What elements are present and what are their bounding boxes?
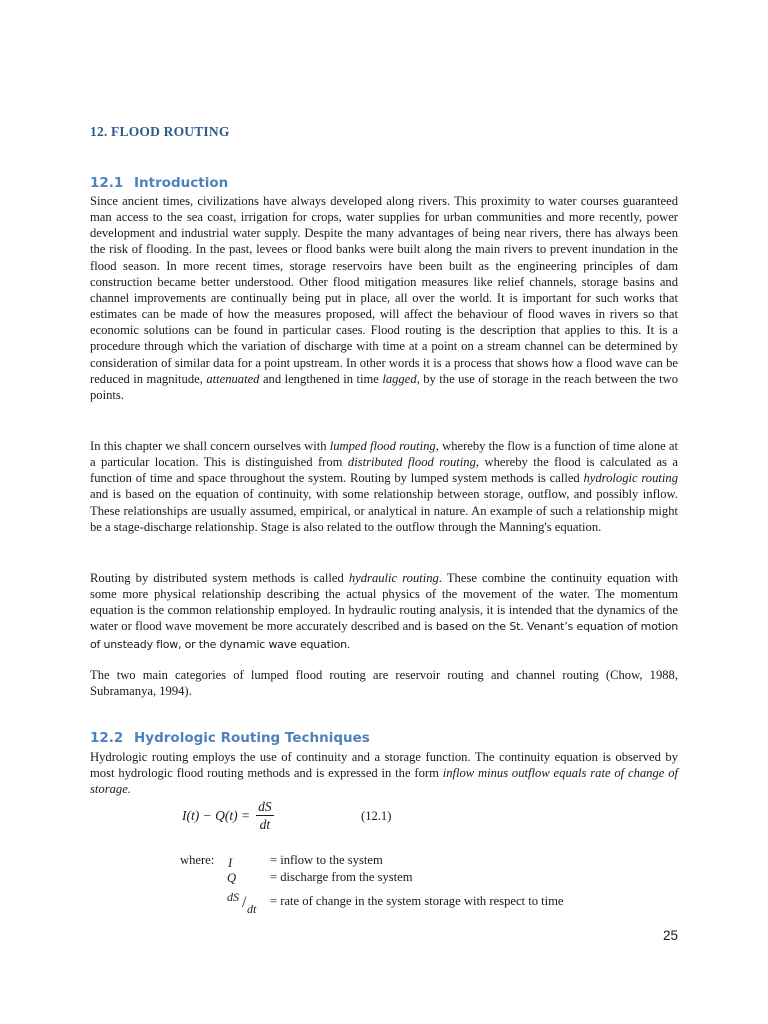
intro-paragraph-2: In this chapter we shall concern ourselves with lumped flood routing, whereby the flow is a function of time alone at a particular location. This is distinguished from distributed flood routing, whereby the flood is calculated as a function of time and space throughout the system. Routing by lumped system methods is called hydrologic routing and is based on the equation of continuity, with some relationship between storage, outflow, and possibly inflow. These relationships are usually assumed, empirical, or analytical in nature. An example of such a relationship might be a stage-discharge relationship. Stage is also related to the outflow through the Manning's equation. bbox=[90, 439, 679, 534]
equation-numerator: dS bbox=[258, 799, 272, 814]
equation-number: (12.1) bbox=[361, 809, 392, 823]
definition-inflow: = inflow to the system bbox=[270, 853, 383, 867]
page-number: 25 bbox=[662, 928, 678, 943]
intro-paragraph-4: The two main categories of lumped flood routing are reservoir routing and channel routing (Chow, 1988, Subramanya, 1994). bbox=[90, 668, 678, 699]
symbol-discharge: Q bbox=[227, 871, 237, 885]
section-number: 12.1 bbox=[90, 175, 124, 191]
chapter-title: 12. FLOOD ROUTING bbox=[90, 124, 230, 139]
definition-storage-rate: = rate of change in the system storage with respect to time bbox=[270, 894, 564, 908]
section-heading-hydrologic-routing bbox=[90, 730, 370, 746]
equation-lhs: I(t) − Q(t) = bbox=[182, 807, 251, 823]
intro-paragraph-1: Since ancient times, civilizations have always developed along rivers. This proximity to water courses guaranteed man access to the sea coast, irrigation for crops, water supplies for urban communities and more recently, power development and industrial water supply. Despite the many advantages of being near rivers, there has always been the risk of flooding. In the past, levees or flood banks were built along the main rivers to prevent inundation in the flood season. In more recent times, storage reservoirs have been built as the engineering principles of dam construction became better understood. Other flood mitigation measures like relief channels, storage basins and channel improvements are continually being put in place, all over the world. It is important for such works that estimates can be made of how the measures proposed, will affect the behaviour of flood waves in rivers so that economic solutions can be found in particular cases. Flood routing is the description that applies to this. It is a procedure through which the variation of discharge with time at a point on a stream channel can be determined by consideration of similar data for a point upstream. In other words it is a process that shows how a flood wave can be reduced in magnitude, attenuated and lengthened in time lagged, by the use of storage in the reach between the two points. bbox=[90, 194, 678, 402]
section-title: Introduction bbox=[134, 175, 229, 191]
equation-denominator: dt bbox=[259, 817, 271, 832]
equation-fraction bbox=[256, 798, 274, 833]
section-title: Hydrologic Routing Techniques bbox=[134, 730, 370, 746]
intro-paragraph-3: Routing by distributed system methods is called hydraulic routing. These combine the continuity equation with some more physical relationship describing the actual physics of the movement of the water. The momentum equation is the common relationship employed. In hydraulic routing analysis, it is intended that the dynamics of the water or flood wave movement be more accurately described and is based on the St. Venant’s equation of motion of unsteady flow, or the dynamic wave equation. bbox=[90, 571, 678, 651]
continuity-equation bbox=[182, 798, 274, 833]
definition-discharge: = discharge from the system bbox=[270, 870, 413, 884]
symbol-inflow: I bbox=[228, 856, 233, 870]
section-number: 12.2 bbox=[90, 730, 124, 746]
section-heading-introduction bbox=[90, 175, 228, 191]
where-label: where: bbox=[180, 853, 215, 867]
hydrologic-paragraph-1: Hydrologic routing employs the use of continuity and a storage function. The continuity equation is observed by most hydrologic flood routing methods and is expressed in the form inflow minus outflow equals rate of change of storage. bbox=[90, 750, 678, 797]
